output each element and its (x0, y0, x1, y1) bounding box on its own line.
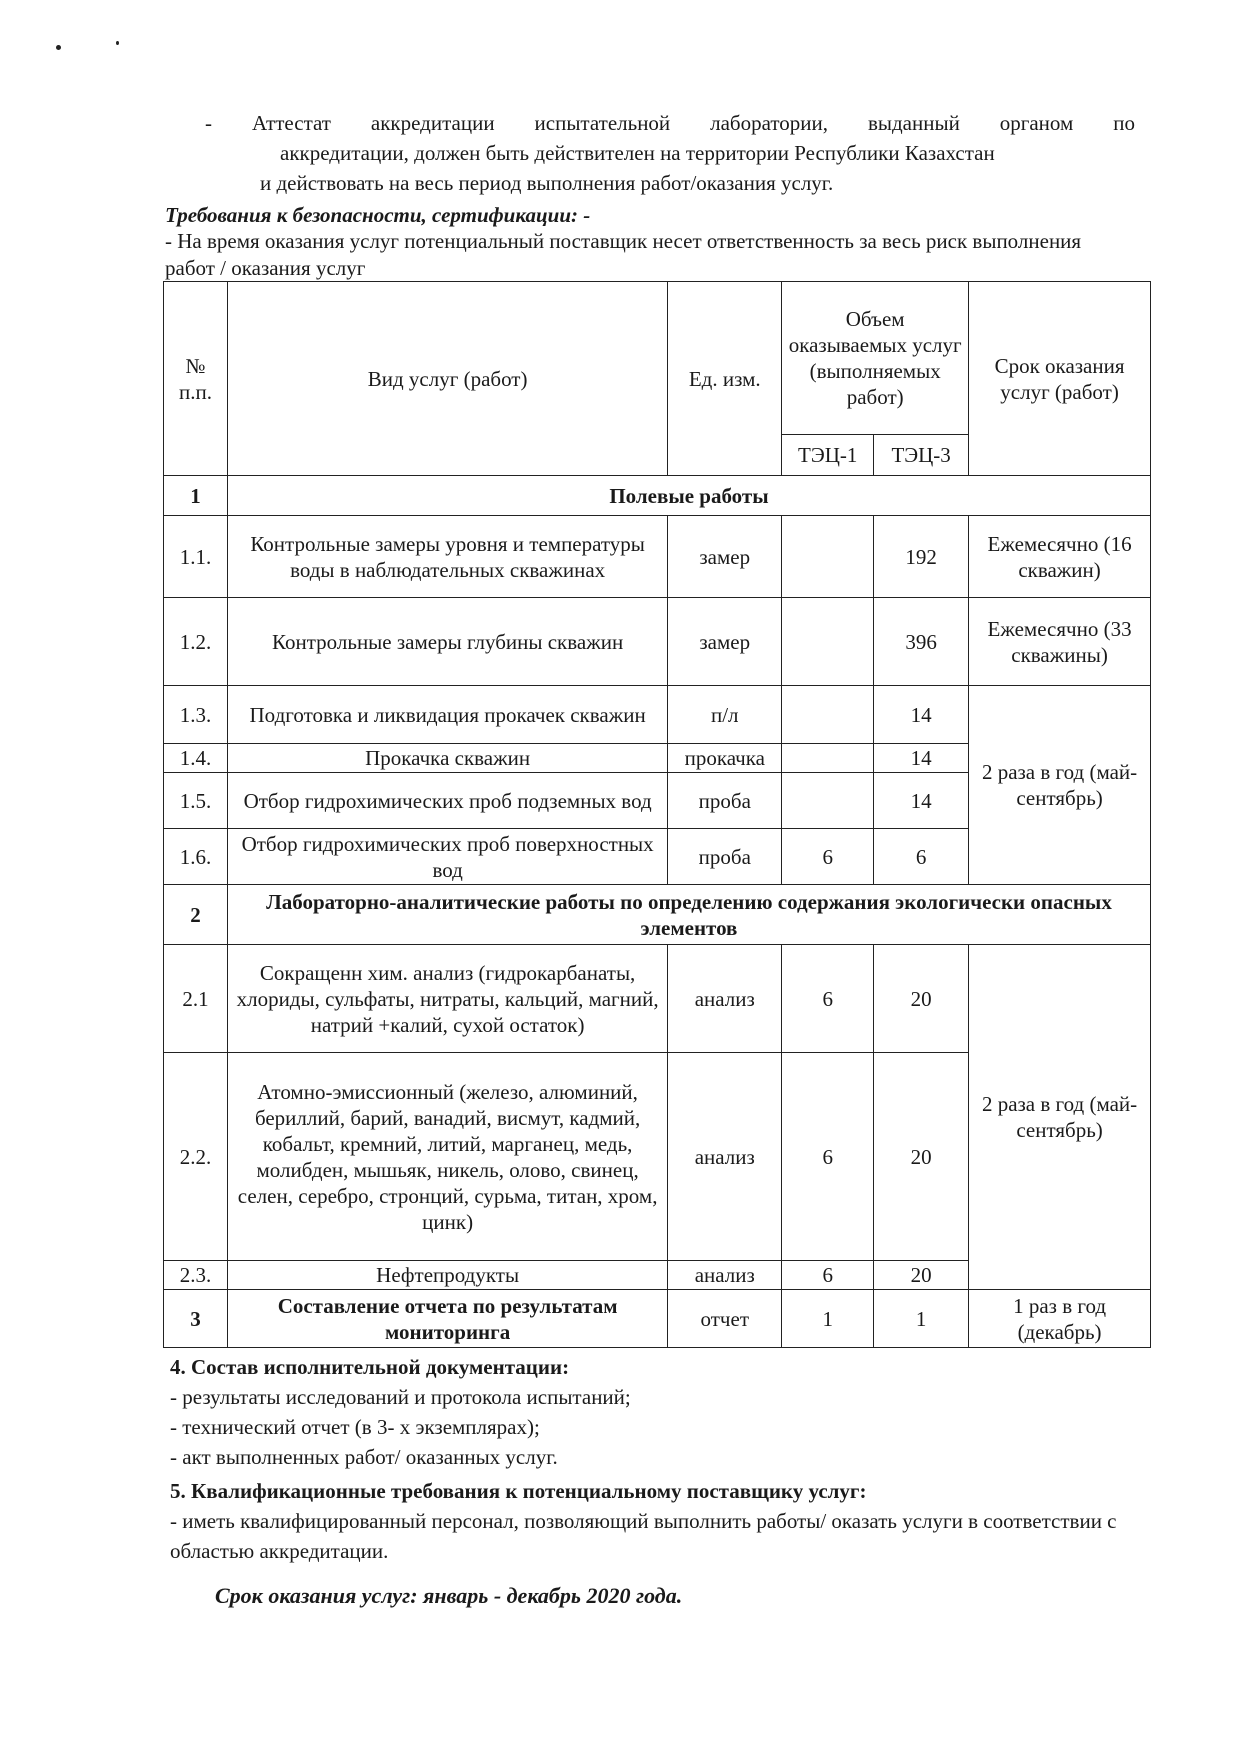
row-service: Отбор гидрохимических проб подземных вод (227, 773, 667, 829)
row-tec1: 6 (782, 1053, 874, 1261)
documentation-item: - результаты исследований и протокола испытаний; (170, 1385, 631, 1409)
header-num: № п.п. (164, 282, 228, 476)
row-term: Ежемесячно (33 скважины) (969, 598, 1151, 686)
row-service: Отбор гидрохимических проб поверхностных вод (227, 829, 667, 885)
row-tec3: 192 (874, 516, 969, 598)
row-num: 1.3. (164, 686, 228, 744)
safety-heading: Требования к безопасности, сертификации: - (165, 203, 591, 227)
accreditation-line-1: - Аттестат аккредитации испытательной лаборатории, выданный органом по (205, 111, 1135, 135)
row-tec1 (782, 686, 874, 744)
row-unit: анализ (668, 1053, 782, 1261)
services-table (163, 281, 1151, 1348)
row-unit: п/л (668, 686, 782, 744)
row-num: 1.5. (164, 773, 228, 829)
row-tec1: 1 (782, 1290, 874, 1348)
row-num: 3 (164, 1290, 228, 1348)
header-tec3: ТЭЦ-3 (874, 435, 969, 476)
row-unit: замер (668, 598, 782, 686)
table-row (164, 686, 1151, 744)
row-tec1: 6 (782, 945, 874, 1053)
header-tec1: ТЭЦ-1 (782, 435, 874, 476)
row-tec3: 14 (874, 744, 969, 773)
row-num: 2.3. (164, 1261, 228, 1290)
row-tec1 (782, 598, 874, 686)
table-row (164, 516, 1151, 598)
safety-text: - На время оказания услуг потенциальный поставщик несет ответственность за весь риск выполнения работ / оказания услуг (165, 229, 1082, 280)
row-unit: проба (668, 829, 782, 885)
row-term-group: 2 раза в год (май- сентябрь) (969, 686, 1151, 885)
row-tec1 (782, 516, 874, 598)
row-service: Сокращенн хим. анализ (гидрокарбанаты, хлориды, сульфаты, нитраты, кальций, магний, натрий +калий, сухой остаток) (227, 945, 667, 1053)
row-tec3: 20 (874, 1053, 969, 1261)
row-term: Ежемесячно (16 скважин) (969, 516, 1151, 598)
row-tec3: 396 (874, 598, 969, 686)
row-tec3: 1 (874, 1290, 969, 1348)
section-num: 1 (164, 476, 228, 516)
section-title: Лабораторно-аналитические работы по определению содержания экологически опасных элементов (227, 885, 1150, 945)
service-period: Срок оказания услуг: январь - декабрь 2020 года. (215, 1583, 683, 1608)
row-term-group: 2 раза в год (май- сентябрь) (969, 945, 1151, 1290)
section-title: Полевые работы (227, 476, 1150, 516)
row-unit: прокачка (668, 744, 782, 773)
row-service: Нефтепродукты (227, 1261, 667, 1290)
table-row (164, 1290, 1151, 1348)
row-num: 1.1. (164, 516, 228, 598)
qualification-text: - иметь квалифицированный персонал, позволяющий выполнить работы/ оказать услуги в соответствии с областью аккредитации. (170, 1509, 1117, 1563)
row-tec3: 20 (874, 945, 969, 1053)
row-tec1 (782, 744, 874, 773)
row-unit: замер (668, 516, 782, 598)
row-num: 1.6. (164, 829, 228, 885)
table-row (164, 945, 1151, 1053)
section-row (164, 476, 1151, 516)
row-service: Атомно-эмиссионный (железо, алюминий, бериллий, барий, ванадий, висмут, кадмий, кобальт, кремний, литий, марганец, медь, молибден, мышьяк, никель, олово, свинец, селен, серебро, стронций, сурьма, титан, хром, цинк) (227, 1053, 667, 1261)
table-header-row (164, 282, 1151, 435)
row-tec3: 14 (874, 686, 969, 744)
row-tec1: 6 (782, 1261, 874, 1290)
row-term: 1 раз в год (декабрь) (969, 1290, 1151, 1348)
row-tec3: 14 (874, 773, 969, 829)
row-unit: анализ (668, 945, 782, 1053)
row-service: Подготовка и ликвидация прокачек скважин (227, 686, 667, 744)
accreditation-line-3: и действовать на весь период выполнения работ/оказания услуг. (260, 171, 834, 195)
header-service-type: Вид услуг (работ) (227, 282, 667, 476)
scan-speck (56, 45, 61, 50)
documentation-item: - акт выполненных работ/ оказанных услуг. (170, 1445, 558, 1469)
row-tec1 (782, 773, 874, 829)
documentation-section (170, 1352, 1160, 1566)
section-num: 2 (164, 885, 228, 945)
row-service: Прокачка скважин (227, 744, 667, 773)
row-service: Составление отчета по результатам мониторинга (227, 1290, 667, 1348)
row-num: 1.4. (164, 744, 228, 773)
header-volume: Объем оказываемых услуг (выполняемых работ) (782, 282, 969, 435)
row-num: 1.2. (164, 598, 228, 686)
scan-speck (116, 41, 119, 45)
documentation-item: - технический отчет (в 3- х экземплярах); (170, 1415, 540, 1439)
accreditation-line-2: аккредитации, должен быть действителен на территории Республики Казахстан (280, 141, 995, 165)
row-tec1: 6 (782, 829, 874, 885)
row-num: 2.2. (164, 1053, 228, 1261)
accreditation-paragraph (205, 108, 1135, 198)
header-unit: Ед. изм. (668, 282, 782, 476)
row-service: Контрольные замеры глубины скважин (227, 598, 667, 686)
row-tec3: 6 (874, 829, 969, 885)
section-row (164, 885, 1151, 945)
table-row (164, 598, 1151, 686)
row-tec3: 20 (874, 1261, 969, 1290)
header-term: Срок оказания услуг (работ) (969, 282, 1151, 476)
row-num: 2.1 (164, 945, 228, 1053)
row-unit: отчет (668, 1290, 782, 1348)
qualification-heading: 5. Квалификационные требования к потенциальному поставщику услуг: (170, 1479, 867, 1503)
row-unit: проба (668, 773, 782, 829)
row-service: Контрольные замеры уровня и температуры воды в наблюдательных скважинах (227, 516, 667, 598)
documentation-heading: 4. Состав исполнительной документации: (170, 1355, 570, 1379)
row-unit: анализ (668, 1261, 782, 1290)
